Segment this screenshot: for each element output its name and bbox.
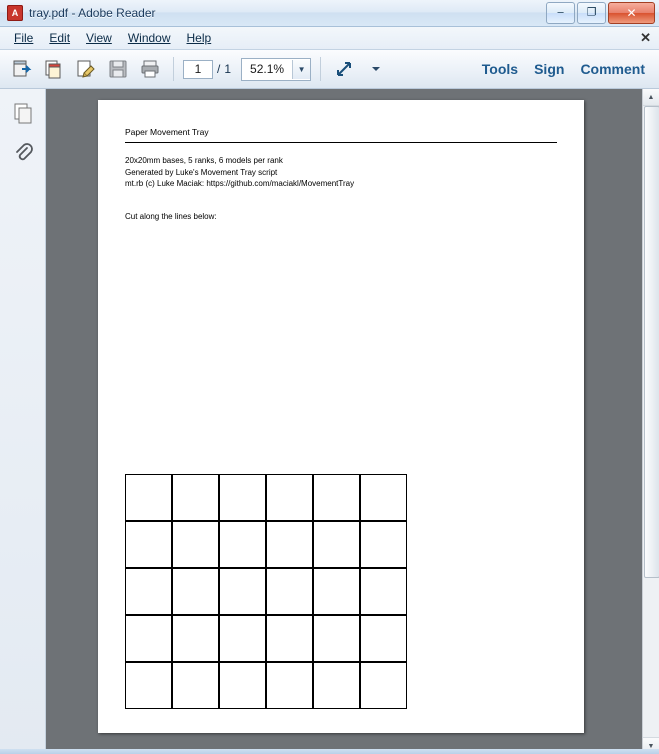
menu-label-help: Help <box>186 31 212 45</box>
tray-cell <box>313 568 360 615</box>
window-title: tray.pdf - Adobe Reader <box>29 6 156 20</box>
tray-cell <box>266 662 313 709</box>
sign-button[interactable]: Sign <box>534 61 565 77</box>
close-icon: ✕ <box>626 6 637 20</box>
page-separator: / <box>217 62 221 76</box>
share-file-icon[interactable] <box>8 55 36 83</box>
tray-cell <box>125 662 172 709</box>
tray-cell <box>172 474 219 521</box>
tools-button[interactable]: Tools <box>481 61 519 77</box>
tray-cell <box>313 521 360 568</box>
page-navigation <box>183 60 231 79</box>
page-text-block <box>125 127 557 221</box>
minimize-button[interactable] <box>546 2 575 24</box>
tray-cell <box>360 474 407 521</box>
menu-bar <box>0 27 659 50</box>
window-controls <box>546 2 655 24</box>
title-bar <box>0 0 659 27</box>
tray-cell <box>219 474 266 521</box>
tray-cell <box>360 568 407 615</box>
tray-cell <box>266 615 313 662</box>
zoom-combo[interactable] <box>241 58 311 81</box>
tray-cell <box>313 662 360 709</box>
tray-cell <box>172 521 219 568</box>
scrollbar-thumb[interactable] <box>644 106 659 578</box>
tray-cell <box>360 615 407 662</box>
navigation-rail <box>0 89 46 754</box>
tray-cell <box>125 474 172 521</box>
tray-cell <box>266 521 313 568</box>
scroll-up-icon[interactable]: ▲ <box>643 89 659 106</box>
tray-cell <box>313 474 360 521</box>
menu-label-file: File <box>14 31 34 45</box>
page-number-input[interactable] <box>183 60 213 79</box>
toolbar <box>0 50 659 89</box>
tray-cell <box>125 615 172 662</box>
window-bottom-edge <box>0 749 659 754</box>
tray-cell <box>125 521 172 568</box>
tray-cell <box>219 521 266 568</box>
document-heading: Paper Movement Tray <box>125 127 557 143</box>
menu-item-file[interactable] <box>6 29 41 47</box>
vertical-scrollbar[interactable] <box>642 89 659 754</box>
tray-cell <box>172 662 219 709</box>
tray-cell <box>219 662 266 709</box>
document-line-2: Generated by Luke's Movement Tray script <box>125 167 278 177</box>
menu-item-window[interactable] <box>120 29 179 47</box>
document-line-3: mt.rb (c) Luke Maciak: https://github.com/maciakl/MovementTray <box>125 179 355 189</box>
menu-item-view[interactable] <box>78 29 120 47</box>
comment-button[interactable]: Comment <box>580 61 645 77</box>
toolbar-separator-1 <box>173 57 174 81</box>
scroll-down-icon[interactable]: ▼ <box>643 737 659 754</box>
page-total: 1 <box>224 62 232 76</box>
chevron-down-icon[interactable]: ▼ <box>292 60 310 79</box>
document-cut-instruction: Cut along the lines below: <box>125 211 217 221</box>
tray-cell <box>360 662 407 709</box>
tray-cell <box>172 615 219 662</box>
edit-pdf-icon[interactable] <box>72 55 100 83</box>
save-icon[interactable] <box>104 55 132 83</box>
document-viewport[interactable] <box>46 89 642 754</box>
tray-cell <box>266 474 313 521</box>
export-pdf-icon[interactable] <box>40 55 68 83</box>
toolbar-separator-2 <box>320 57 321 81</box>
menu-item-help[interactable] <box>179 29 220 47</box>
menu-label-view: View <box>86 31 112 45</box>
zoom-value: 52.1% <box>250 62 285 76</box>
pdf-page <box>98 100 584 733</box>
tray-cell <box>266 568 313 615</box>
close-button[interactable] <box>608 2 655 24</box>
print-icon[interactable] <box>136 55 164 83</box>
toolbar-more-icon[interactable] <box>362 55 390 83</box>
tray-cell <box>219 568 266 615</box>
tray-cell <box>219 615 266 662</box>
menu-label-window: Window <box>127 31 171 45</box>
maximize-button[interactable] <box>577 2 606 24</box>
pdf-icon: A <box>7 5 23 21</box>
attachments-icon[interactable] <box>7 137 39 169</box>
toolbar-right-group <box>482 61 651 77</box>
movement-tray-grid <box>125 474 407 709</box>
maximize-icon: ❐ <box>586 6 597 19</box>
page-thumbnails-icon[interactable] <box>7 97 39 129</box>
menubar-close-icon[interactable]: ✕ <box>640 30 651 45</box>
content-area <box>0 89 659 754</box>
tray-cell <box>125 568 172 615</box>
document-line-1: 20x20mm bases, 5 ranks, 6 models per rank <box>125 156 283 165</box>
tray-cell <box>313 615 360 662</box>
tray-cell <box>360 521 407 568</box>
tray-cell <box>172 568 219 615</box>
menu-label-edit: Edit <box>49 31 71 45</box>
menu-item-edit[interactable] <box>41 29 78 47</box>
minimize-icon: – <box>557 6 564 19</box>
fit-page-icon[interactable] <box>330 55 358 83</box>
